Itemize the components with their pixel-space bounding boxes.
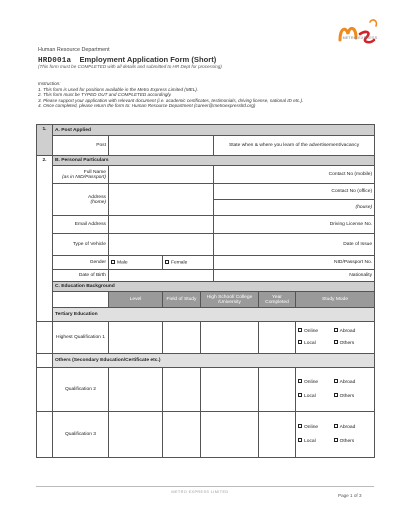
qualification-2-label: Qualification 2	[53, 368, 109, 412]
col-study-mode: Study Mode	[296, 292, 375, 308]
qualification-3-level[interactable]	[109, 412, 163, 458]
mode-online-option[interactable]: Online	[298, 421, 334, 435]
qualification-1-field[interactable]	[163, 322, 201, 354]
form-name: Employment Application Form (Short)	[79, 55, 217, 64]
others-education-heading: Others (Secondary Education/Certificate etc.)	[53, 354, 375, 368]
instruction-item: 3. Please support your application with relevant document (i.e. academic certificates, testimonials, driving license, national ID etc.).	[38, 97, 304, 103]
section-3-spacer	[37, 368, 53, 412]
email-field[interactable]	[109, 216, 214, 234]
mode-local-option[interactable]: Local	[298, 435, 334, 449]
mode-others-option[interactable]: Others	[334, 435, 370, 449]
page-number: Page 1 of 3	[338, 493, 362, 498]
nid-label: NID/Passport No.	[214, 256, 375, 270]
qualification-3-field[interactable]	[163, 412, 201, 458]
section-3-spacer	[37, 412, 53, 458]
education-header-blank	[53, 292, 109, 308]
dob-label: Date of Birth	[53, 270, 109, 282]
section-title-post-applied: A. Post Applied	[53, 125, 375, 136]
address-field[interactable]	[109, 184, 214, 216]
instructions-title: Instruction:	[38, 81, 61, 86]
section-3-spacer	[37, 322, 53, 354]
driving-license-label: Driving License No.	[214, 216, 375, 234]
qualification-2-mode	[296, 368, 375, 412]
instruction-item: 1. This form is used for positions available in the Metro Express Limited (MEL).	[38, 86, 199, 92]
instruction-item: 4. Once completed, please return the form to: Human Resource Department (career@metroexpressltd.org)	[38, 103, 256, 109]
mode-local-option[interactable]: Local	[298, 338, 334, 350]
qualification-1-label: Highest Qualification 1	[53, 322, 109, 354]
tertiary-education-heading: Tertiary Education	[53, 308, 375, 322]
qualification-1-year[interactable]	[259, 322, 296, 354]
contact-mobile-label: Contact No (mobile)	[214, 166, 375, 184]
col-year-completed: Year Completed	[259, 292, 296, 308]
qualification-2-level[interactable]	[109, 368, 163, 412]
mode-local-option[interactable]: Local	[298, 390, 334, 404]
email-label: Email Address	[53, 216, 109, 234]
qualification-3-institution[interactable]	[201, 412, 259, 458]
vacancy-source-label: State when & where you learn of the advertisement/vacancy	[214, 136, 375, 156]
qualification-1-mode	[296, 322, 375, 354]
contact-office-label: Contact No (office)	[214, 184, 375, 200]
qualification-2-year[interactable]	[259, 368, 296, 412]
gender-male-option[interactable]: Male	[109, 256, 163, 270]
qualification-3-mode	[296, 412, 375, 458]
section-3-spacer	[37, 354, 53, 368]
qualification-2-field[interactable]	[163, 368, 201, 412]
col-field-of-study: Field of Study	[163, 292, 201, 308]
mode-abroad-option[interactable]: Abroad	[334, 326, 370, 338]
section-title-education: C. Education Background	[53, 282, 375, 292]
department-label: Human Resource Department	[38, 47, 110, 53]
logo-subtext: METRO EXPRESS	[342, 36, 378, 40]
mode-abroad-option[interactable]: Abroad	[334, 421, 370, 435]
col-institution: High School/ College /University	[201, 292, 259, 308]
section-number-2: 2.	[37, 156, 53, 322]
instructions	[38, 81, 303, 109]
female-checkbox[interactable]	[165, 260, 169, 264]
post-field[interactable]	[109, 136, 214, 156]
form-subtitle: (This form must be COMPLETED with all details and submitted to HR Dept for processing)	[38, 64, 222, 69]
qualification-1-level[interactable]	[109, 322, 163, 354]
nationality-label: Nationality	[214, 270, 375, 282]
mode-others-option[interactable]: Others	[334, 390, 370, 404]
qualification-3-label: Qualification 3	[53, 412, 109, 458]
full-name-field[interactable]	[109, 166, 214, 184]
form-code: HRD001a	[38, 57, 72, 65]
qualification-3-year[interactable]	[259, 412, 296, 458]
footer-divider	[36, 486, 374, 487]
address-label: Address (home)	[53, 184, 109, 216]
mode-online-option[interactable]: Online	[298, 376, 334, 390]
contact-house-label: (house)	[214, 200, 375, 216]
qualification-1-institution[interactable]	[201, 322, 259, 354]
mode-abroad-option[interactable]: Abroad	[334, 376, 370, 390]
full-name-label: Full Name (as in NID/Passport)	[53, 166, 109, 184]
gender-label: Gender	[53, 256, 109, 270]
mode-online-option[interactable]: Online	[298, 326, 334, 338]
gender-female-option[interactable]: Female	[163, 256, 214, 270]
male-checkbox[interactable]	[111, 260, 115, 264]
application-form-table	[36, 124, 375, 458]
mode-others-option[interactable]: Others	[334, 338, 370, 350]
qualification-2-institution[interactable]	[201, 368, 259, 412]
footer-company: METRO EXPRESS LIMITED	[171, 490, 229, 494]
section-title-personal: B. Personal Particulars	[53, 156, 375, 166]
instruction-item: 2. This form must be TYPED OUT and COMPLETED accordingly.	[38, 92, 172, 98]
vehicle-type-label: Type of Vehicle	[53, 234, 109, 256]
dob-field[interactable]	[109, 270, 214, 282]
vehicle-type-field[interactable]	[109, 234, 214, 256]
date-of-issue-label: Date of Issue	[214, 234, 375, 256]
section-number-1: 1.	[37, 125, 53, 156]
col-level: Level	[109, 292, 163, 308]
post-label: Post	[53, 136, 109, 156]
metro-express-logo	[336, 14, 382, 54]
